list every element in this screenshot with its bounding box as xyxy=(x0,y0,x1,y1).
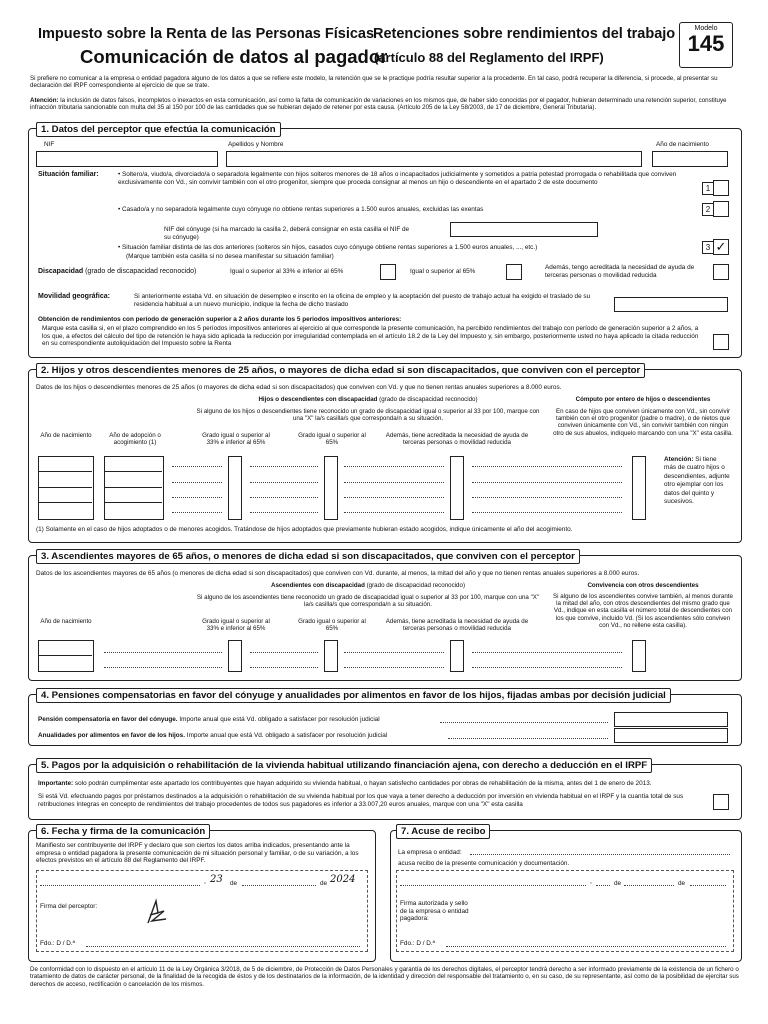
s3-dots xyxy=(344,652,444,653)
situacion-3-number: 3 xyxy=(702,241,714,254)
nacimiento-label: Año de nacimiento xyxy=(656,141,709,148)
section-2-title: 2. Hijos y otros descendientes menores de 25 años, o mayores de dicha edad si son discapacitados, que conviven con el perceptor xyxy=(36,363,645,378)
s4-dots xyxy=(448,738,608,739)
s2-ayuda-checkboxes[interactable] xyxy=(450,456,464,520)
s2-dots xyxy=(344,497,444,498)
attention-paragraph xyxy=(30,97,742,112)
s3-disc-header-sub: (grado de discapacidad reconocido) xyxy=(366,582,465,589)
s7-empresa-label: La empresa o entidad: xyxy=(398,849,462,856)
s2-dots xyxy=(250,482,318,483)
s2-col-nacimiento: Año de nacimiento xyxy=(40,432,92,439)
s2-disc-header-title: Hijos o descendientes con discapacidad xyxy=(258,396,378,403)
s6-signature-icon xyxy=(140,895,176,927)
s3-dots xyxy=(472,667,622,668)
s3-dots xyxy=(344,667,444,668)
s6-text: Manifiesto ser contribuyente del IRPF y declaro que son ciertos los datos arriba indicados, presentando ante la empresa o entidad pagadora la presente comunicación de mi situación personal y familiar, o de su variación, a los efectos previstos en el artículo 88 del Reglamento del IRPF. xyxy=(36,842,359,865)
discapacidad-sub: (grado de discapacidad reconocido) xyxy=(85,268,197,275)
section-2-intro: Datos de los hijos o descendientes menores de 25 años (o mayores de dicha edad si son discapacitados) que conviven con Vd. y que no tienen rentas anuales superiores a 8.000 euros. xyxy=(36,384,562,391)
disc-option-b-label: Igual o superior al 65% xyxy=(410,268,476,275)
s3-dots xyxy=(472,652,622,653)
s6-fdo-line[interactable] xyxy=(86,946,360,947)
s2-dots xyxy=(250,466,318,467)
s7-de-1: de xyxy=(614,880,622,887)
s2-dots xyxy=(250,512,318,513)
s2-dots xyxy=(344,466,444,467)
s2-adopcion-divider xyxy=(104,471,162,472)
s2-adopcion-divider xyxy=(104,487,162,488)
s2-disc-header-sub: (grado de discapacidad reconocido) xyxy=(379,396,478,403)
s3-disc-header-title: Ascendientes con discapacidad xyxy=(271,582,365,589)
s6-firma-label: Firma del perceptor: xyxy=(40,903,98,910)
apellidos-input[interactable] xyxy=(226,151,642,167)
anualidades-hijos-input[interactable] xyxy=(614,728,728,743)
s2-computo-checkboxes[interactable] xyxy=(632,456,646,520)
section-4-title: 4. Pensiones compensatorias en favor del cónyuge y anualidades por alimentos en favor de los hijos, fijadas ambas por decisión judicial xyxy=(36,688,671,703)
s2-dots xyxy=(172,512,222,513)
s4-row-2-text: Importe anual que está Vd. obligado a satisfacer por resolución judicial xyxy=(185,732,388,739)
s2-comp-note: En caso de hijos que conviven únicamente con Vd., sin convivir también con el otro progenitor (padre o madre), o de nietos que conviven únicamente con Vd., sin convivir también con ningún otro de sus abuelos, indíquelo marcando con una "X" esta casilla. xyxy=(553,408,733,437)
discapacidad-title: Discapacidad xyxy=(38,268,84,275)
s3-disc-note: Si alguno de los ascendientes tiene reconocido un grado de discapacidad igual o superior al 33 por 100, marque con una "X" la/s casilla/s que corresponda/n a su situación. xyxy=(196,594,540,609)
situacion-label: Situación familiar: xyxy=(38,171,99,178)
s2-dots xyxy=(472,512,622,513)
movilidad-label: Movilidad geográfica: xyxy=(38,293,110,300)
s2-nacimiento-divider xyxy=(38,471,92,472)
s2-col-grado-33: Grado igual o superior al 33% e inferior al 65% xyxy=(202,432,270,447)
section-5-title: 5. Pagos por la adquisición o rehabilitación de la vivienda habitual utilizando financiación ajena, con derecho a deducción en el IRPF xyxy=(36,758,652,773)
modelo-number: 145 xyxy=(687,31,725,56)
s4-row-2-label: Anualidades por alimentos en favor de los hijos. xyxy=(38,732,186,739)
form-main-title: Comunicación de datos al pagador xyxy=(80,46,388,67)
disc-option-a-checkbox[interactable] xyxy=(380,264,396,280)
nif-conyuge-input[interactable] xyxy=(450,222,598,237)
s7-de-2: de xyxy=(678,880,686,887)
movilidad-text: Si anteriormente estaba Vd. en situación de desempleo e inscrito en la oficina de empleo y la aceptación del puesto de trabajo actual ha exigido el traslado de su residencia habitual a un nuevo municipio, indique la fecha de dicho traslado xyxy=(134,293,591,308)
s7-day-line[interactable] xyxy=(596,885,610,886)
s7-empresa-line[interactable] xyxy=(470,854,730,855)
situacion-2-number: 2 xyxy=(702,203,714,216)
s2-dots xyxy=(172,497,222,498)
situacion-option-3-note: (Marque también esta casilla si no desea manifestar su situación familiar) xyxy=(126,253,334,260)
attention-label: Atención: xyxy=(30,97,59,104)
s3-nacimiento-divider xyxy=(38,655,92,656)
s2-dots xyxy=(472,466,622,467)
form-title-tax: Impuesto sobre la Renta de las Personas Físicas xyxy=(38,26,375,42)
disc-option-c-label: Además, tengo acreditada la necesidad de ayuda de terceras personas o movilidad reducida xyxy=(545,264,695,279)
s3-col-ayuda: Además, tiene acreditada la necesidad de ayuda de terceras personas o movilidad reducida xyxy=(385,618,529,633)
s7-comma: , xyxy=(590,878,592,885)
s4-row-1-label: Pensión compensatoria en favor del cónyuge. xyxy=(38,716,178,723)
s3-disc-header xyxy=(196,582,540,589)
s3-conv-header: Convivencia con otros descendientes xyxy=(587,582,699,589)
discapacidad-label xyxy=(38,268,196,276)
obtencion-checkbox[interactable] xyxy=(713,334,729,350)
s2-dots xyxy=(172,466,222,467)
situacion-1-checkbox[interactable] xyxy=(713,180,729,196)
situacion-option-1: • Soltero/a, viudo/a, divorciado/a o separado/a legalmente con hijos solteros menores de 18 años o incapacitados judicialmente y sometidos a patria potestad prorrogada o rehabilitada que conviven exclusivamente con Vd., sin convivir también con el otro progenitor, siempre que proceda consignar al menos un hijo o descendiente en el apartado 2 de este documento xyxy=(118,171,696,186)
s6-day[interactable]: 23 xyxy=(210,874,223,885)
nif-label: NIF xyxy=(44,141,55,148)
obtencion-label: Obtención de rendimientos con período de generación superior a 2 años durante los 5 periodos impositivos anteriores: xyxy=(38,316,402,323)
section-3-title: 3. Ascendientes mayores de 65 años, o menores de dicha edad si son discapacitados, que conviven con el perceptor xyxy=(36,549,580,564)
situacion-1-number: 1 xyxy=(702,182,714,195)
s2-dots xyxy=(250,497,318,498)
s2-adopcion-divider xyxy=(104,502,162,503)
situacion-3-checkbox[interactable]: ✓ xyxy=(713,239,729,255)
s5-important-text: solo podrán cumplimentar este apartado los contribuyentes que hayan adquirido su vivienda habitual, o hayan satisfecho cantidades por obras de rehabilitación de la misma, antes del 1 de enero de 2013. xyxy=(73,780,652,787)
s2-grado65-checkboxes[interactable] xyxy=(324,456,338,520)
s3-col-grado-33: Grado igual o superior al 33% e inferior al 65% xyxy=(202,618,270,633)
nacimiento-input[interactable] xyxy=(652,151,728,167)
obtencion-text: Marque esta casilla si, en el plazo comprendido en los 5 períodos impositivos anteriores al ejercicio al que corresponde la presente comunicación, ha percibido rendimientos del trabajo con período de generación superior a 2 años, a los que, a efectos del cálculo del tipo de retención le haya sido aplicada la reducción por irregularidad contemplada en el artículo 18.2 de la Ley del Impuesto y, sin embargo, posteriormente usted no haya aplicado la citada reducción en su correspondiente autoliquidación del Impuesto sobre la Renta xyxy=(42,325,699,348)
s3-conv-note: Si alguno de los ascendientes convive también, al menos durante la mitad del año, con otros descendientes del mismo grado que Vd., indique en esta casilla el número total de descendientes con los que convive, incluido Vd. (Si los ascendientes sólo conviven con Vd., no rellene esta casilla). xyxy=(553,593,733,629)
s2-col-grado-65: Grado igual o superior al 65% xyxy=(298,432,366,447)
s6-de-2: de xyxy=(320,880,328,887)
s2-grado33-checkboxes[interactable] xyxy=(228,456,242,520)
s2-dots xyxy=(472,482,622,483)
form-title-retenciones: Retenciones sobre rendimientos del trabajo xyxy=(373,26,676,42)
s7-year-line[interactable] xyxy=(690,885,726,886)
s3-dots xyxy=(250,667,318,668)
s2-disc-header xyxy=(196,396,540,403)
s6-year[interactable]: 2024 xyxy=(330,874,356,885)
s4-row-1-text: Importe anual que está Vd. obligado a satisfacer por resolución judicial xyxy=(177,716,380,723)
s5-important-label: Importante: xyxy=(38,780,74,787)
situacion-option-3: • Situación familiar distinta de las dos anteriores (solteros sin hijos, casados cuyo cónyuge obtiene rentas superiores a 1.500 euros anuales, ..., etc.) xyxy=(118,244,688,252)
s2-adopcion-box xyxy=(104,456,164,520)
s2-col-adopcion: Año de adopción o acogimiento (1) xyxy=(109,432,161,447)
s4-row-2 xyxy=(38,732,387,740)
s6-de-1: de xyxy=(230,880,238,887)
movilidad-fecha-input[interactable] xyxy=(614,297,728,312)
s2-nacimiento-box xyxy=(38,456,94,520)
nif-conyuge-label: NIF del cónyuge (si ha marcado la casilla 2, deberá consignar en esta casilla el NIF de su cónyuge) xyxy=(164,226,410,241)
s2-disc-note: Si alguno de los hijos o descendientes tiene reconocido un grado de discapacidad igual o superior al 33 por 100, marque con una "X" la/s casilla/s que corresponda/n a su situación. xyxy=(196,408,540,423)
s5-text: Si está Vd. efectuando pagos por préstamos destinados a la adquisición o rehabilitación de su vivienda habitual por los que vaya a tener derecho a deducción por inversión en vivienda habitual en el IRPF y la cuantía total de sus retribuciones íntegras en concepto de rendimientos del trabajo procedentes de todos sus pagadores es inferior a 33.007,20 euros anuales, marque con una "X" esta casilla xyxy=(38,793,684,808)
s7-fdo-line[interactable] xyxy=(446,946,726,947)
attention-text: la inclusión de datos falsos, incompletos o inexactos en esta comunicación, así como la falta de comunicación de variaciones en los mismos que, de haber sido conocidas por el pagador, hubieran determinado una retención superior, constituye infracción tributaria sancionable con multa del 35 al 150 por 100 de las cantidades que se hubieran dejado de retener por esta causa. (Artículo 205 de la Ley 58/2003, de 17 de diciembre, General Tributaria). xyxy=(30,97,727,112)
s2-footnote: (1) Solamente en el caso de hijos adoptados o de menores acogidos. Tratándose de hijos adoptados que previamente hubieran estado acogidos, indique únicamente el año del acogimiento. xyxy=(36,526,573,533)
disc-option-c-checkbox[interactable] xyxy=(713,264,729,280)
section-7-title: 7. Acuse de recibo xyxy=(396,824,490,839)
s2-dots xyxy=(344,482,444,483)
s3-convivencia-checkboxes[interactable] xyxy=(632,640,646,672)
vivienda-checkbox[interactable] xyxy=(713,794,729,810)
s3-dots xyxy=(250,652,318,653)
pension-conyuge-input[interactable] xyxy=(614,712,728,727)
s3-ayuda-checkboxes[interactable] xyxy=(450,640,464,672)
situacion-option-2: • Casado/a y no separado/a legalmente cuyo cónyuge no obtiene rentas superiores a 1.500 euros anuales, excluidas las exentas xyxy=(118,206,688,214)
form-main-subtitle: (artículo 88 del Reglamento del IRPF) xyxy=(374,50,604,65)
disc-option-a-label: Igual o superior al 33% e inferior al 65% xyxy=(230,268,344,275)
section-6-title: 6. Fecha y firma de la comunicación xyxy=(36,824,210,839)
s4-dots xyxy=(440,722,608,723)
s7-fdo: Fdo.: D / D.ª xyxy=(400,940,436,947)
s5-important xyxy=(38,780,734,788)
s2-col-ayuda: Además, tiene acreditada la necesidad de ayuda de terceras personas o movilidad reducida xyxy=(385,432,529,447)
s3-grado65-checkboxes[interactable] xyxy=(324,640,338,672)
situacion-2-checkbox[interactable] xyxy=(713,201,729,217)
s7-acusa: acusa recibo de la presente comunicación y documentación. xyxy=(398,860,570,867)
disc-option-b-checkbox[interactable] xyxy=(506,264,522,280)
modelo-box xyxy=(679,22,733,68)
s6-month-line[interactable] xyxy=(242,885,316,886)
s2-side-note-text: Si tiene más de cuatro hijos o descendientes, adjunte otro ejemplar con los datos del quinto y sucesivos. xyxy=(664,456,730,506)
s4-row-1 xyxy=(38,716,380,724)
section-3-intro: Datos de los ascendientes mayores de 65 años (o menores de dicha edad si son discapacitados) que conviven con Vd. durante, al menos, la mitad del año y que no tienen rentas anuales superiores a 8.000 euros. xyxy=(36,570,640,577)
s3-nacimiento-box xyxy=(38,640,94,672)
s7-place-line[interactable] xyxy=(400,885,586,886)
s7-month-line[interactable] xyxy=(624,885,674,886)
s2-nacimiento-divider xyxy=(38,502,92,503)
s2-dots xyxy=(344,512,444,513)
footer-legal-text: De conformidad con lo dispuesto en el artículo 11 de la Ley Orgánica 3/2018, de 5 de diciembre, de Protección de Datos Personales y garantía de los derechos digitales, el perceptor tendrá derecho a ser informado previamente de la existencia de un fichero o tratamiento de datos de carácter personal, de la finalidad de la recogida de éstos y de los destinatarios de la información, de la identidad y dirección del responsable del tratamiento o, en su caso, de su representante, así como de la posibilidad de ejercitar sus derechos de acceso, rectificación o cancelación de los mismos. xyxy=(30,966,739,988)
s7-firma-label: Firma autorizada y sello de la empresa o entidad pagadora: xyxy=(400,900,469,923)
s2-side-note xyxy=(664,456,730,506)
s3-grado33-checkboxes[interactable] xyxy=(228,640,242,672)
nif-input[interactable] xyxy=(36,151,218,167)
s6-signature-area xyxy=(36,870,368,952)
s2-nacimiento-divider xyxy=(38,487,92,488)
s6-place-line[interactable] xyxy=(40,885,200,886)
intro-paragraph: Si prefiere no comunicar a la empresa o entidad pagadora alguno de los datos a que se refiere este modelo, la retención que se le practique podría resultar superior a la procedente. En tal caso, podrá recuperar la diferencia, si procede, al presentar su declaración del IRPF correspondiente al ejercicio de que se trate. xyxy=(30,75,718,90)
s3-col-grado-65: Grado igual o superior al 65% xyxy=(298,618,366,633)
s2-dots xyxy=(472,497,622,498)
s6-comma: , xyxy=(204,878,206,885)
apellidos-label: Apellidos y Nombre xyxy=(228,141,284,148)
modelo-label: Modelo xyxy=(694,25,718,32)
section-1-title: 1. Datos del perceptor que efectúa la comunicación xyxy=(36,122,281,137)
s3-col-nacimiento: Año de nacimiento xyxy=(40,618,92,625)
s6-fdo: Fdo.: D / D.ª xyxy=(40,940,76,947)
s3-dots xyxy=(104,667,222,668)
s3-dots xyxy=(104,652,222,653)
s2-dots xyxy=(172,482,222,483)
s2-comp-header: Cómputo por entero de hijos o descendientes xyxy=(575,396,711,403)
s2-side-note-label: Atención: xyxy=(664,456,694,463)
